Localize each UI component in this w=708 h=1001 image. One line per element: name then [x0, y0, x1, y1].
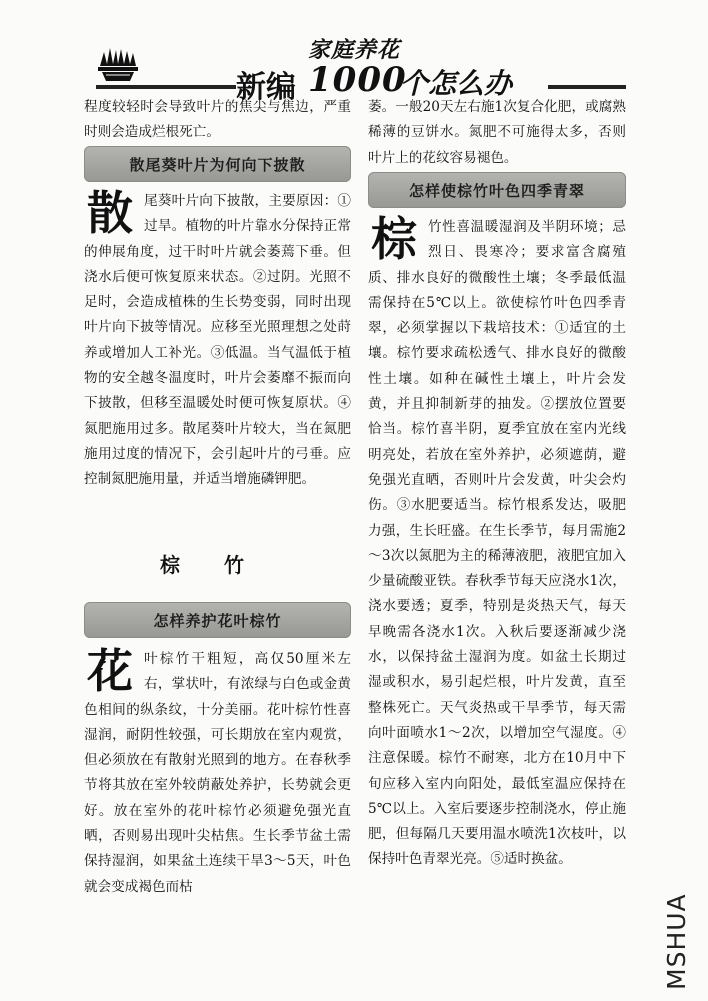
watermark: MSHUA — [662, 893, 691, 990]
article-fan-palm-body: 尾葵叶片向下披散，主要原因：①过旱。植物的叶片靠水分保持正常的伸展角度，过干时叶片就会萎蔫下垂。但浇水后便可恢复原来状态。②过阴。光照不足时，会造成植株的生长势变弱，同时出现叶片向下披等情况。应移至光照理想之处莳养或增加人工补光。③低温。当气温低于植物的安全越冬温度时，叶片会萎靡不振而向下披散，但移至温暖处时便可恢复原状。④氮肥施用过多。散尾葵叶片较大，当在氮肥施用过度的情况下，会引起叶片的弓垂。应控制氮肥施用量，并适当增施磷钾肥。 — [84, 193, 351, 488]
article-heading-fan-palm: 散尾葵叶片为何向下披散 — [84, 146, 351, 182]
left-column — [84, 95, 351, 146]
article-evergreen-palm-body: 竹性喜温暖湿润及半阴环境；忌烈日、畏寒冷；要求富含腐殖质、排水良好的微酸性土壤；冬季最低温需保持在5℃以上。欲使棕竹叶色四季青翠，必须掌握以下栽培技术：①适宜的土壤。棕竹要求疏松透气、排水良好的微酸性土壤。如种在碱性土壤上，叶片会发黄，并且抑制新芽的抽发。②摆放位置要恰当。棕竹喜半阴，夏季宜放在室内光线明亮处，若放在室外养护，必须遮荫，避免强光直晒，否则叶片会发黄，叶尖会灼伤。③水肥要适当。棕竹根系发达，吸肥力强，生长旺盛。在生长季节，每月需施2～3次以氮肥为主的稀薄液肥，液肥宜加入少量硫酸亚铁。春秋季节每天应浇水1次，浇水要透；夏季，特别是炎热天气，每天早晚需各浇水1次。入秋后要逐渐减少浇水，以保持盆土湿润为度。如盆土长期过湿或积水，易引起烂根，叶片发黄，直至整株死亡。天气炎热或干旱季节，每天需向叶面喷水1～2次，以增加空气湿度。④注意保暖。棕竹不耐寒，北方在10月中下旬应移入室内向阳处，最低室温应保持在5℃以上。入室后要逐步控制浇水，停止施肥，但每隔几天要用温水喷洗1次枝叶，以保持叶色青翠光亮。⑤适时换盆。 — [368, 219, 626, 868]
header-title-number: 1000 — [308, 60, 407, 100]
article-variegated-palm-body: 叶棕竹干粗短，高仅50厘米左右，掌状叶，有浓绿与白色或金黄色相间的纵条纹，十分美丽。花叶棕竹性喜湿润，耐阴性较强，可长期放在室内观赏，但必须放在有散射光照到的地方。在春秋季节将其放在室外较荫蔽处养护，长势就会更好。放在室外的花叶棕竹必须避免强光直晒，否则易出现叶尖枯焦。生长季节盆土需保持湿润，如果盆土连续干旱3～5天，叶色就会变成褐色而枯 — [84, 651, 351, 895]
header-rule-right — [548, 85, 626, 89]
header-title-suffix: 个怎么办 — [400, 67, 513, 100]
carry-over-text-right: 萎。一般20天左右施1次复合化肥，或腐熟稀薄的豆饼水。氮肥不可施得太多，否则叶片上的花纹容易褪色。 — [368, 99, 626, 166]
book-header — [0, 0, 708, 105]
article-fan-palm — [84, 186, 351, 493]
article-heading-variegated-palm: 怎样养护花叶棕竹 — [84, 602, 351, 638]
header-title-small: 家庭养花 — [308, 37, 401, 63]
flower-pot-logo-icon — [96, 46, 140, 82]
dropcap-zong: 棕 — [371, 212, 417, 266]
section-title-bamboo-palm: 棕竹 — [160, 553, 288, 577]
article-variegated-palm — [84, 644, 351, 900]
carry-over-text-left: 程度较轻时会导致叶片的焦尖与焦边，严重时则会造成烂根死亡。 — [84, 99, 351, 141]
article-heading-evergreen-palm: 怎样使棕竹叶色四季青翠 — [368, 172, 626, 208]
header-rule-left — [96, 85, 236, 89]
header-title-prefix: 新编 — [236, 70, 296, 105]
dropcap-san: 散 — [87, 186, 133, 240]
article-evergreen-palm — [368, 212, 626, 873]
right-column — [368, 95, 626, 171]
dropcap-hua: 花 — [87, 644, 133, 698]
